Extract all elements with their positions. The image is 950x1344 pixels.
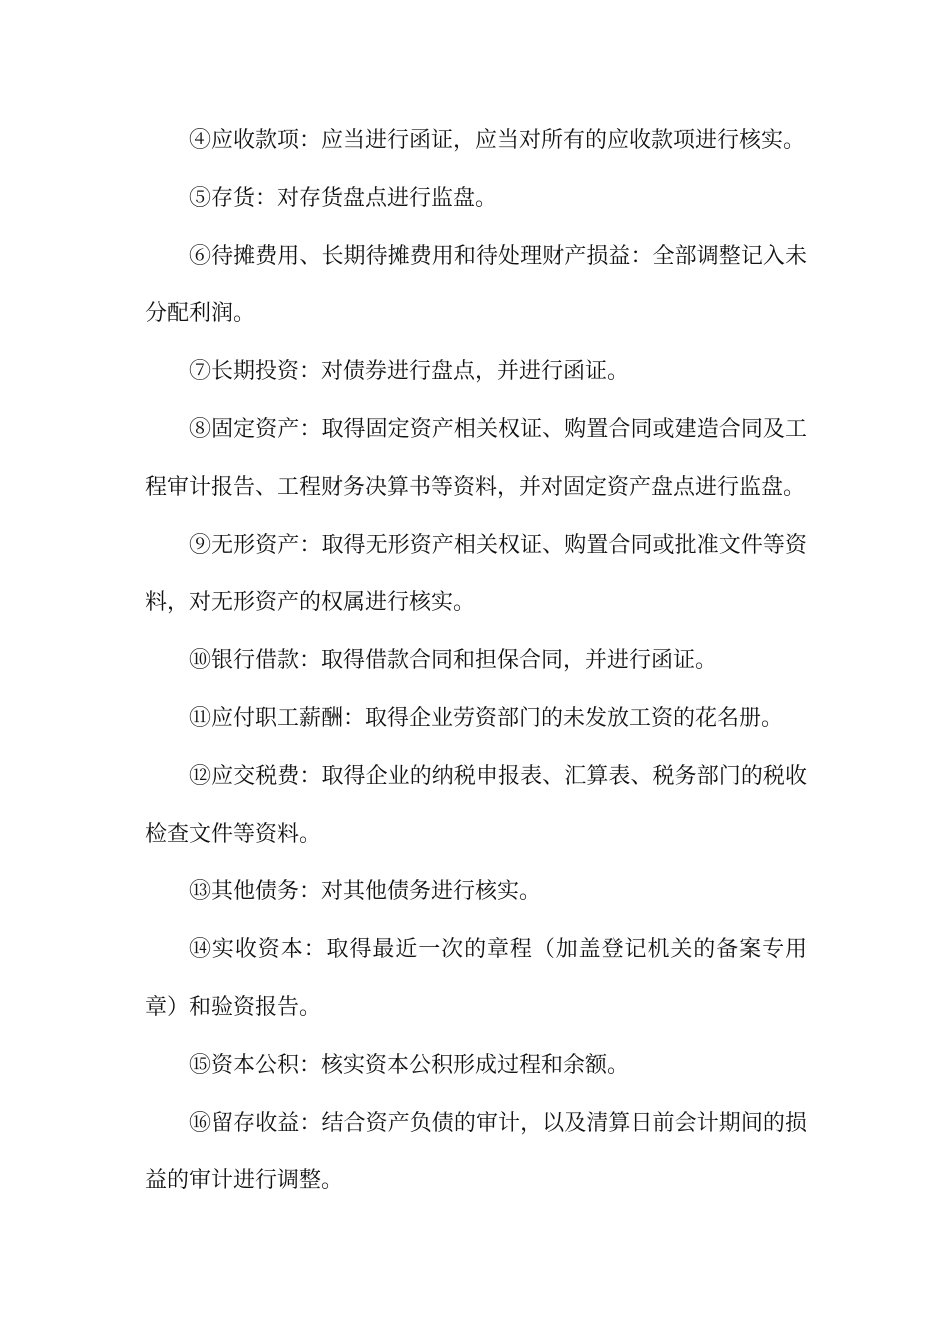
paragraph-retained-earnings: ⑯留存收益：结合资产负债的审计，以及清算日前会计期间的损益的审计进行调整。 [145,1110,807,1194]
document-body [145,112,807,1210]
paragraph-long-term-investment: ⑦长期投资：对债券进行盘点，并进行函证。 [189,359,630,385]
paragraph-employee-payables: ⑪应付职工薪酬：取得企业劳资部门的未发放工资的花名册。 [189,705,784,731]
paragraph-capital-reserve: ⑮资本公积：核实资本公积形成过程和余额。 [189,1052,630,1078]
paragraph-inventory: ⑤存货：对存货盘点进行监盘。 [189,185,498,211]
paragraph-deferred-expenses: ⑥待摊费用、长期待摊费用和待处理财产损益：全部调整记入未分配利润。 [145,243,807,327]
paragraph-taxes-payable: ⑫应交税费：取得企业的纳税申报表、汇算表、税务部门的税收检查文件等资料。 [145,763,807,847]
paragraph-other-debts: ⑬其他债务：对其他债务进行核实。 [189,879,542,905]
paragraph-intangible-assets: ⑨无形资产：取得无形资产相关权证、购置合同或批准文件等资料，对无形资产的权属进行核实。 [145,532,807,616]
paragraph-accounts-receivable: ④应收款项：应当进行函证，应当对所有的应收款项进行核实。 [189,128,806,153]
paragraph-fixed-assets: ⑧固定资产：取得固定资产相关权证、购置合同或建造合同及工程审计报告、工程财务决算书等资料，并对固定资产盘点进行监盘。 [145,416,807,500]
paragraph-paid-in-capital: ⑭实收资本：取得最近一次的章程（加盖登记机关的备案专用章）和验资报告。 [145,937,807,1020]
paragraph-bank-loans: ⑩银行借款：取得借款合同和担保合同，并进行函证。 [189,648,718,674]
